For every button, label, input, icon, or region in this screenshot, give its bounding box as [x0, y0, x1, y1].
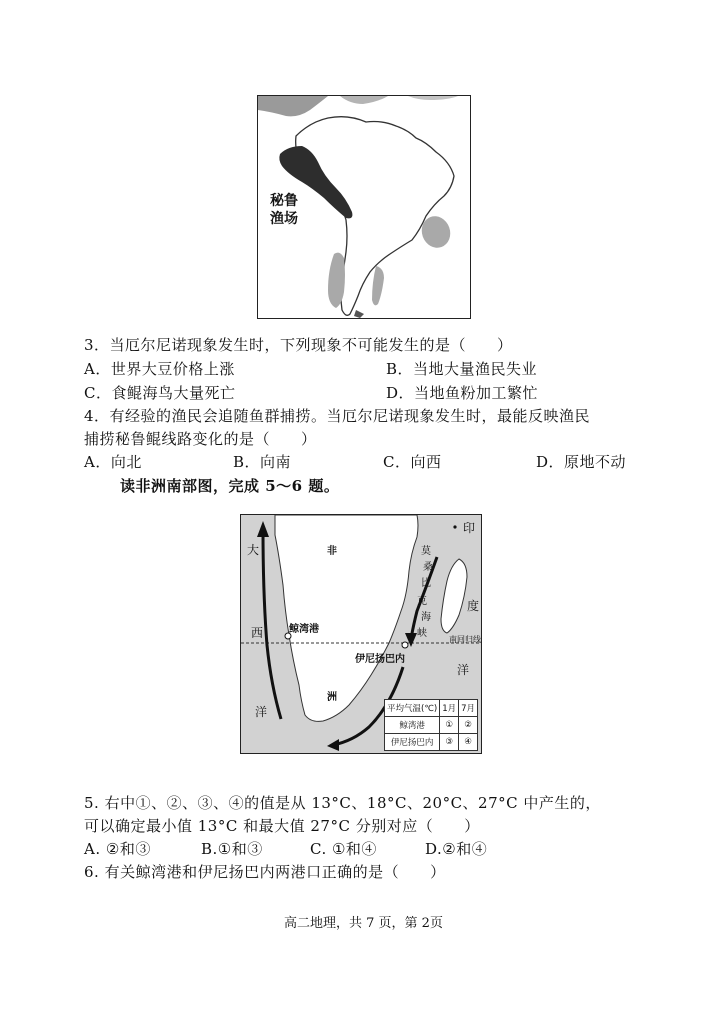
q4-option-a: A．向北: [84, 453, 142, 471]
table-header-cell: 平均气温(℃): [385, 700, 440, 717]
table-cell: ③: [440, 734, 459, 751]
q4-option-c: C．向西: [383, 453, 442, 471]
table-cell: ①: [440, 717, 459, 734]
q5-option-c: C. ①和④: [310, 840, 377, 858]
channel-char-3: 比: [421, 578, 431, 589]
south-america-map: [257, 95, 471, 319]
inhambane-label: 伊尼扬巴内: [355, 654, 405, 665]
channel-char-4: 克: [417, 596, 427, 607]
atlantic-label-xi: 西: [251, 626, 264, 640]
q5-option-a: A. ②和③: [84, 840, 151, 858]
map-intro: 读非洲南部图，完成 5～6 题。: [120, 477, 340, 495]
q5-stem-line2: 可以确定最小值 13°C 和最大值 27°C 分别对应（ ）: [84, 817, 480, 835]
temperature-table: [384, 699, 478, 751]
q4-option-b: B．向南: [233, 453, 292, 471]
q4-stem-line2: 捕捞秘鲁鲲线路变化的是（ ）: [84, 430, 317, 448]
q3-option-a: A．世界大豆价格上涨: [84, 360, 235, 378]
q6-stem: 6. 有关鲸湾港和伊尼扬巴内两港口正确的是（ ）: [84, 863, 446, 881]
q3-stem: 3．当厄尔尼诺现象发生时，下列现象不可能发生的是（ ）: [84, 336, 513, 354]
channel-char-5: 海: [421, 612, 431, 623]
indian-label-du: 度: [467, 599, 480, 613]
peru-fishery-label-1: 秘鲁: [270, 193, 298, 209]
q5-option-b: B.①和③: [201, 840, 263, 858]
indian-label-yin: 印: [463, 521, 476, 535]
q5-option-d: D.②和④: [425, 840, 488, 858]
table-cell: 鲸湾港: [385, 717, 440, 734]
q3-option-d: D．当地鱼粉加工繁忙: [386, 384, 539, 402]
q3-option-c: C．食鲲海鸟大量死亡: [84, 384, 236, 402]
channel-char-1: 莫: [421, 546, 431, 557]
africa-label-fei: 非: [327, 546, 337, 557]
channel-char-2: 桑: [423, 562, 433, 573]
table-row: [385, 734, 478, 751]
q5-stem-line1: 5. 右中①、②、③、④的值是从 13°C、18°C、20°C、27°C 中产生的，: [84, 794, 601, 812]
indian-label-yang: 洋: [457, 663, 470, 677]
q3-option-b: B．当地大量渔民失业: [386, 360, 538, 378]
table-cell: 伊尼扬巴内: [385, 734, 440, 751]
channel-char-6: 峡: [417, 628, 427, 639]
atlantic-label-da: 大: [247, 543, 260, 557]
page-footer: 高二地理，共 7 页，第 2页: [284, 916, 443, 931]
q4-option-d: D．原地不动: [536, 453, 627, 471]
walvis-bay-label: 鲸湾港: [289, 624, 319, 635]
table-cell: ②: [459, 717, 478, 734]
table-header-cell: 7月: [459, 700, 478, 717]
table-header-cell: 1月: [440, 700, 459, 717]
atlantic-label-yang: 洋: [255, 705, 268, 719]
table-row: [385, 717, 478, 734]
africa-label-zhou: 洲: [327, 692, 337, 703]
table-cell: ④: [459, 734, 478, 751]
q4-stem-line1: 4．有经验的渔民会追随鱼群捕捞。当厄尔尼诺现象发生时，最能反映渔民: [84, 407, 591, 425]
table-header-row: [385, 700, 478, 717]
tropic-of-capricorn-label: 南回归线: [449, 635, 481, 644]
peru-fishery-label-2: 渔场: [270, 211, 298, 227]
